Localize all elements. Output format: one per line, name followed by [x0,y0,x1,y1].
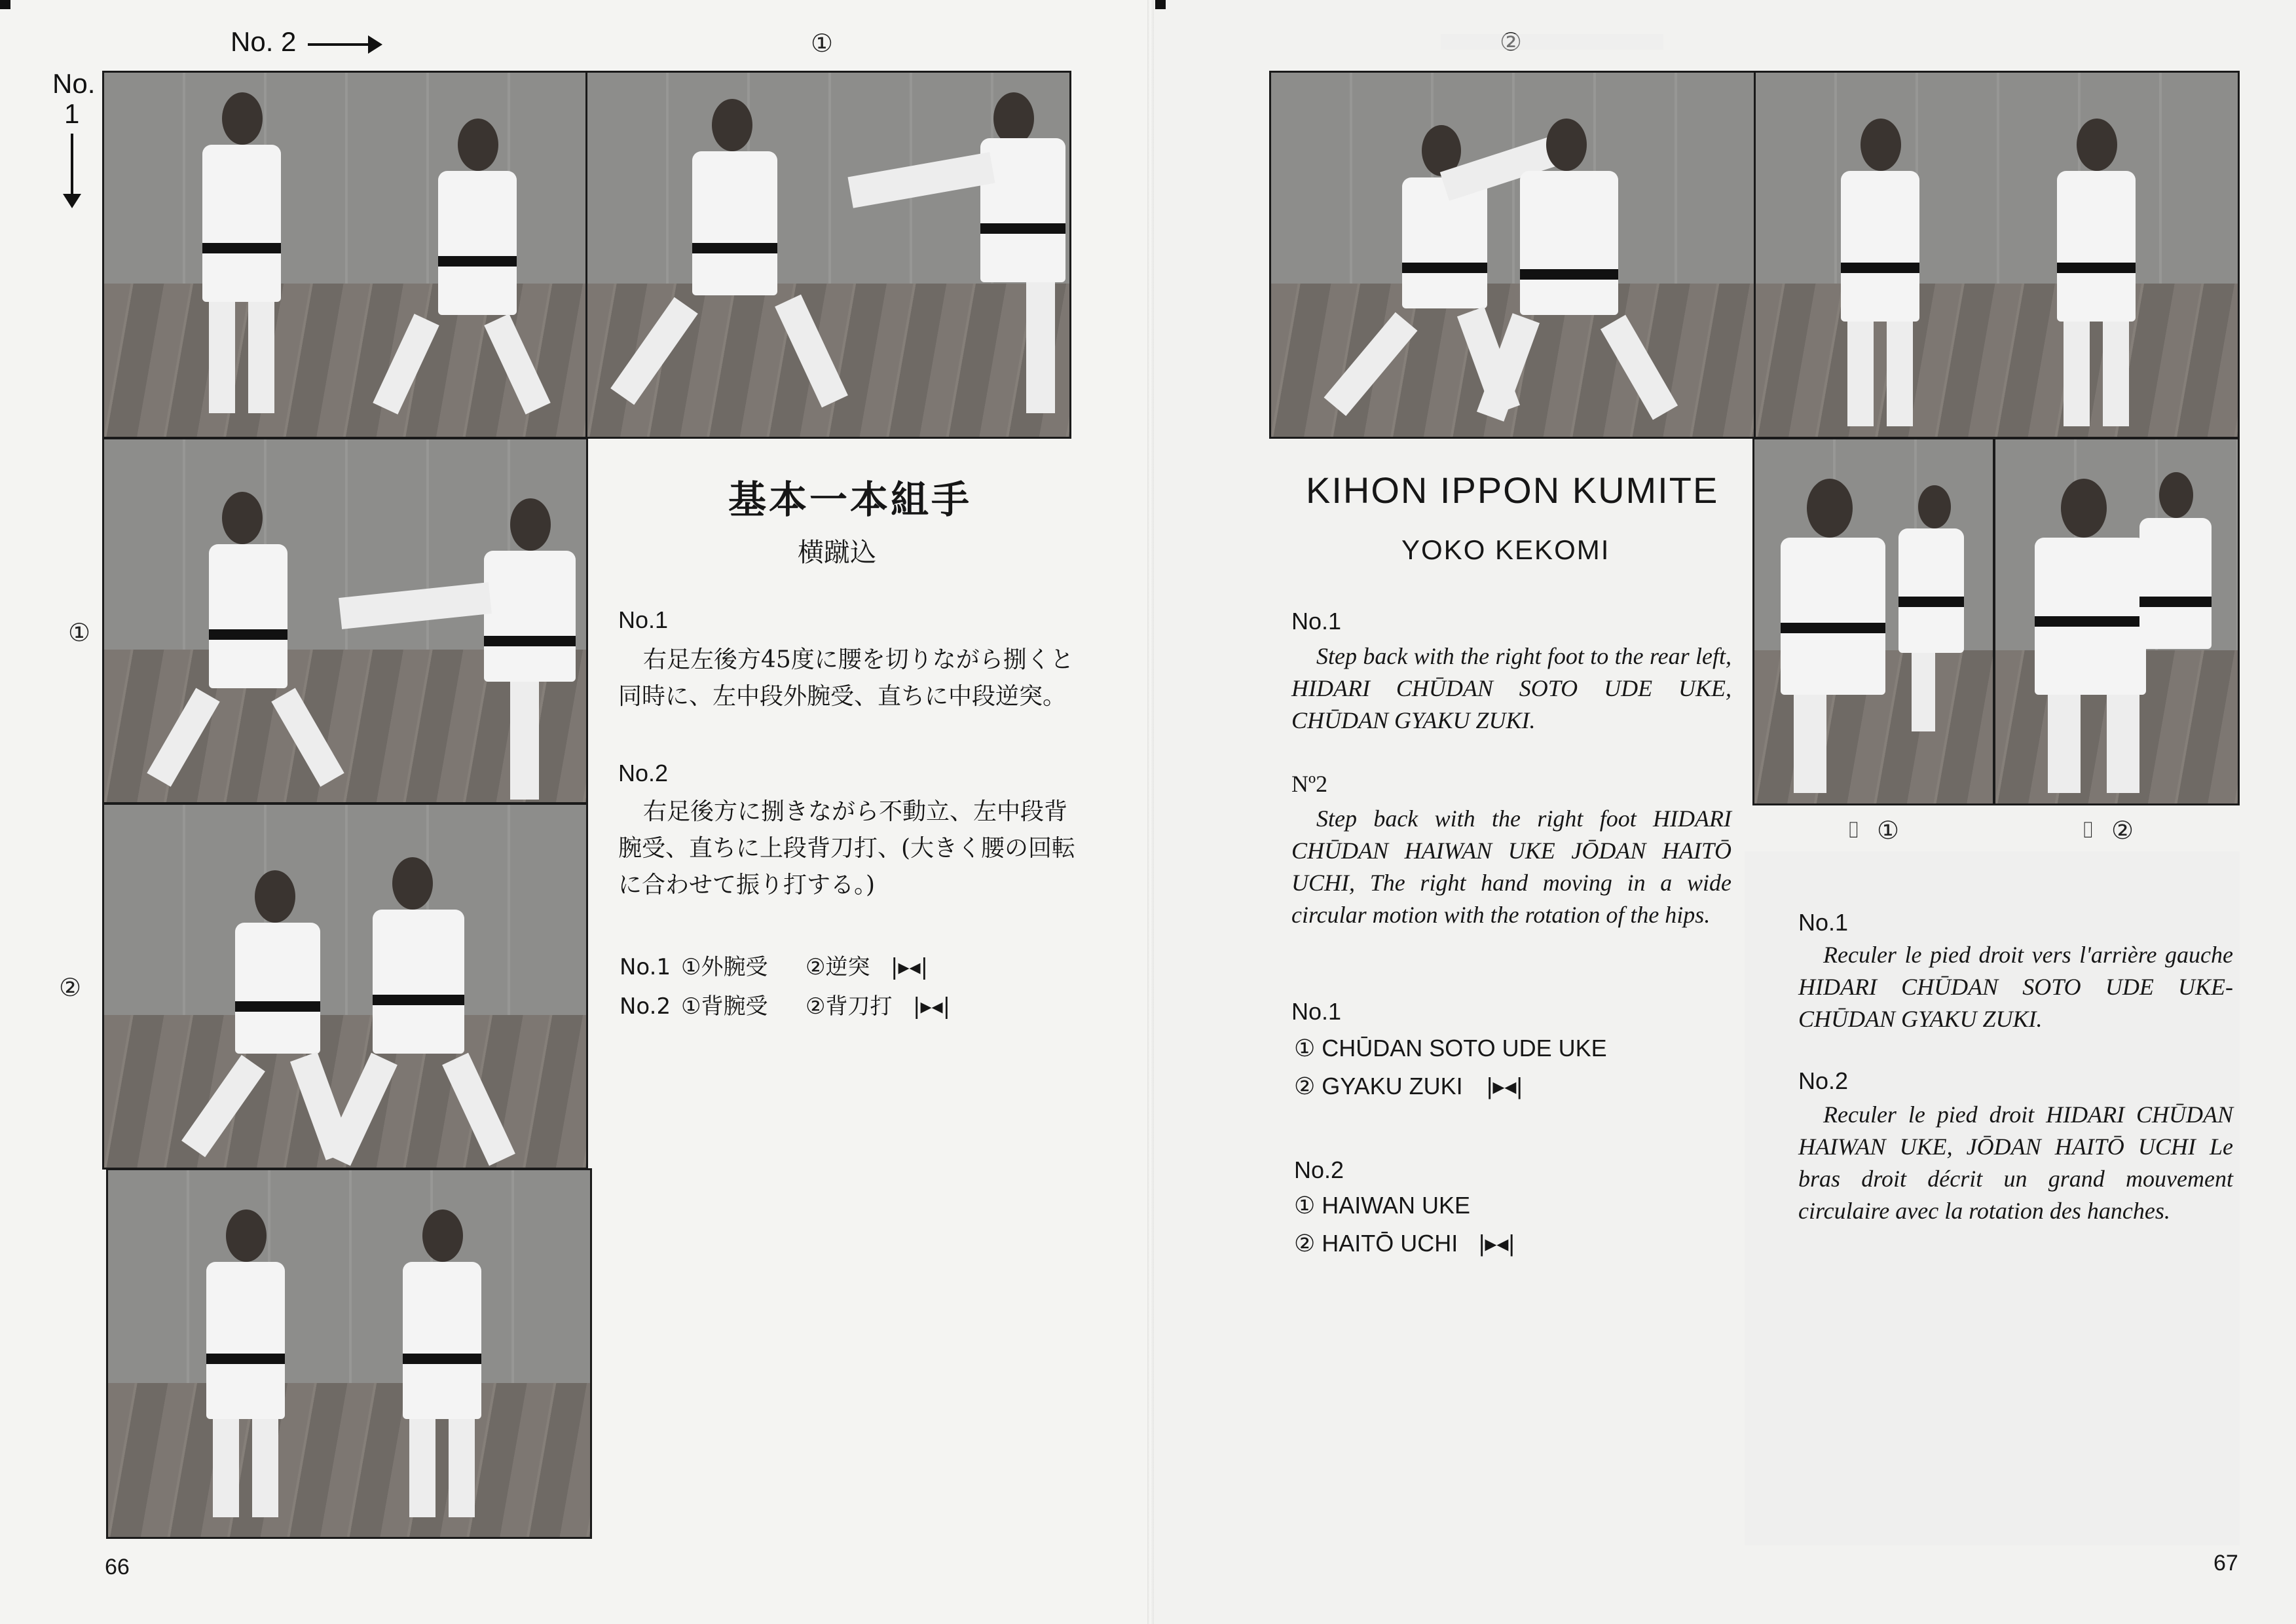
photo-haiwan-uke [1269,71,1756,439]
down-arrow-icon [71,134,73,206]
fr-no1-text: Reculer le pied droit vers l'arrière gauche HIDARI CHŪDAN SOTO UDE UKE-CHŪDAN GYAKU ZUKI. [1798,942,2233,1032]
row-marker-2: ② [59,973,82,1002]
en-list-no1-item1: ① CHŪDAN SOTO UDE UKE [1294,1035,1607,1061]
photo-back-view-1 [1752,437,1995,805]
en-no2-text: Step back with the right foot HIDARI CHŪDAN HAIWAN UKE JŌDAN HAITŌ UCHI, The right hand moving in a wide circular motion with the rotation of the hips. [1291,805,1731,928]
en-list-no1-label: No.1 [1291,998,1342,1025]
no2-direction-label: No. 2 [231,26,297,57]
footprint-icon: ⌷ [2081,817,2095,843]
en-no1-text: Step back with the right foot to the rear left, HIDARI CHŪDAN SOTO UDE UKE, CHŪDAN GYAKU ZUKI. [1291,643,1731,733]
en-list-no2-item2: ② HAITŌ UCHI [1294,1230,1458,1257]
en-no1-label: No.1 [1291,608,1342,635]
jp-no2-label: No.2 [618,760,669,786]
photo-reverse-punch [102,803,588,1170]
japanese-subtitle: 横蹴込 [798,538,876,568]
fr-no2-text: Reculer le pied droit HIDARI CHŪDAN HAIWAN UKE, JŌDAN HAITŌ UCHI Le bras droit décrit un grand mouvement circulaire avec la rotation des hanches. [1798,1101,2233,1224]
photo-end-stance [1754,71,2240,439]
kiai-mark-icon: |▸◂| [1479,1230,1515,1257]
kiai-mark-icon: |▸◂| [913,993,951,1020]
photo-side-kick [585,71,1071,439]
photo-outside-block [102,437,588,804]
right-arrow-icon [308,43,380,46]
photo-return-stance [106,1168,592,1539]
photo-ready-stance [102,71,588,439]
page-number-right: 67 [2213,1551,2238,1576]
no1-direction-number: 1 [64,98,80,129]
fr-no1-label: No.1 [1798,909,1849,936]
kiai-mark-icon: |▸◂| [891,954,929,980]
jp-no1-label: No.1 [618,606,669,633]
jp-no2-text: 右足後方に捌きながら不動立、左中段背腕受、直ちに上段背刀打、(大きく腰の回転に合わせて振り打する。) [618,798,1076,898]
corner-mark-right [1155,0,1166,9]
english-subtitle: YOKO KEKOMI [1401,534,1610,565]
corner-mark-left [0,0,10,9]
en-list-no1-item2: ② GYAKU ZUKI [1294,1073,1463,1099]
book-gutter [1147,0,1154,1624]
kiai-mark-icon: |▸◂| [1487,1073,1523,1099]
no1-direction-label: No. [52,68,96,99]
en-no2-label: Nº2 [1291,771,1328,797]
jp-no1-text: 右足左後方45度に腰を切りながら捌くと同時に、左中段外腕受、直ちに中段逆突。 [618,646,1074,710]
english-title: KIHON IPPON KUMITE [1306,470,1719,511]
column-marker-2: ② [1500,28,1523,56]
en-list-no2-item1: ① HAIWAN UKE [1294,1192,1470,1219]
column-marker-1: ① [811,29,834,58]
japanese-title: 基本一本組手 [728,477,972,522]
en-list-no2-label: No.2 [1294,1156,1344,1183]
page-number-left: 66 [105,1555,130,1579]
row-marker-1: ① [68,618,91,647]
footprint-icon: ⌷ [1847,817,1861,843]
photo-back-view-2 [1993,437,2240,805]
show-through-text [1441,34,1663,50]
fr-no2-label: No.2 [1798,1067,1849,1094]
